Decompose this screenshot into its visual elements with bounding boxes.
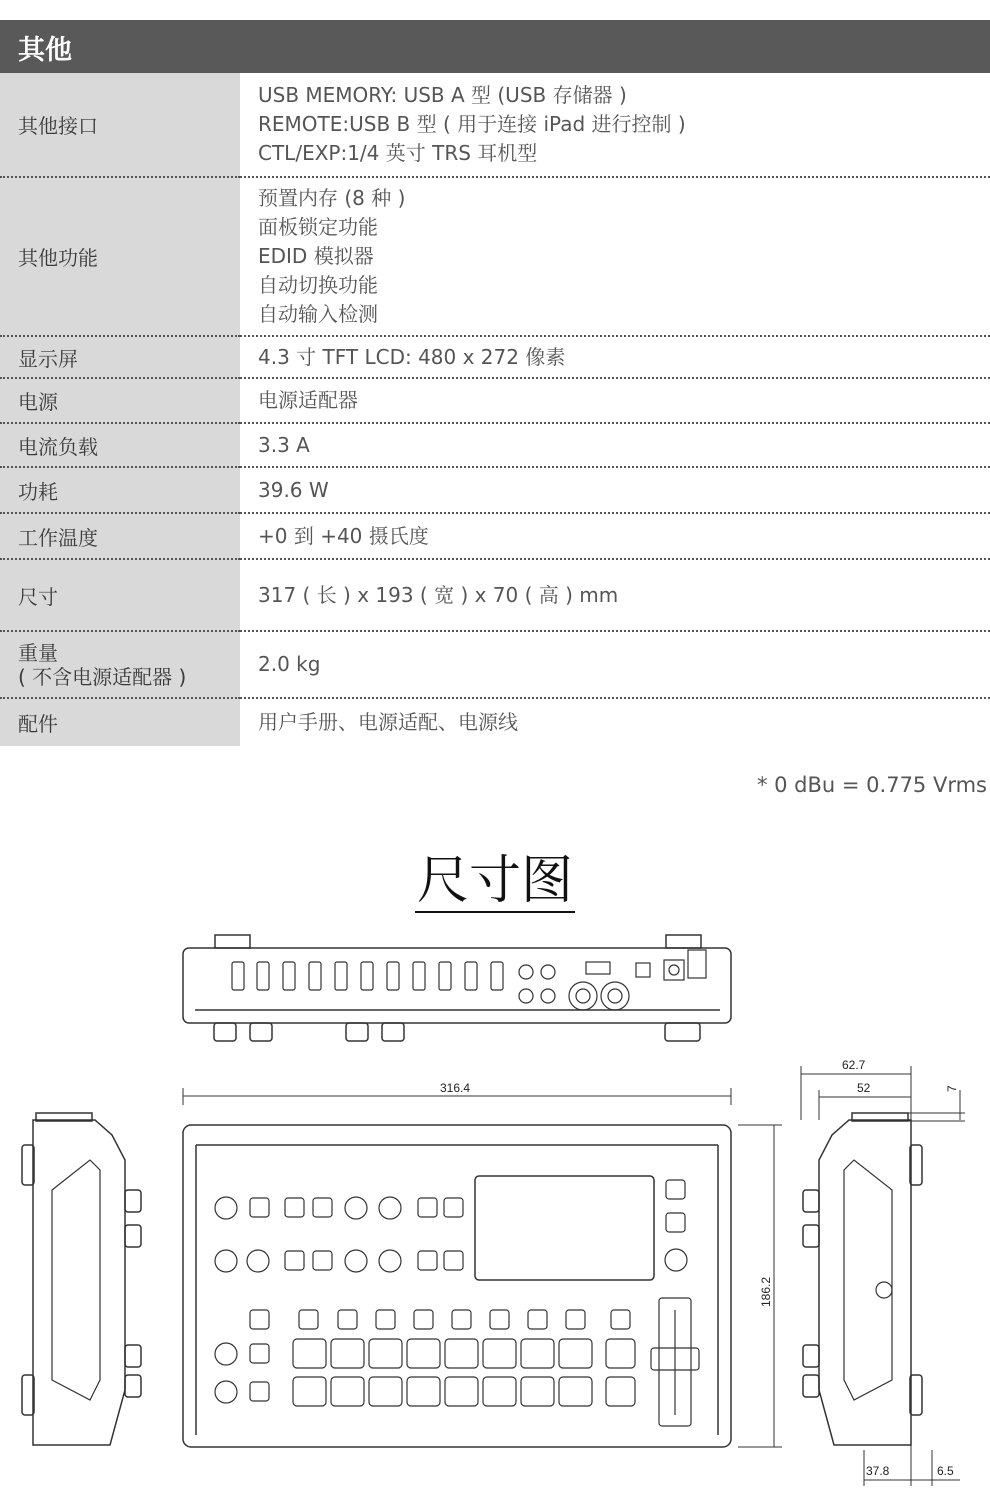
row-value: 317 ( 长 ) x 193 ( 宽 ) x 70 ( 高 ) mm — [240, 559, 990, 631]
row-value: USB MEMORY: USB A 型 (USB 存储器 ) REMOTE:USB B 型 ( 用于连接 iPad 进行控制 ) CTL/EXP:1/4 英寸 TRS 耳机型 — [240, 73, 990, 177]
footnote: * 0 dBu = 0.775 Vrms — [756, 773, 987, 797]
table-row — [0, 559, 990, 631]
row-label: 电流负载 — [0, 423, 240, 467]
table-row — [0, 631, 990, 698]
row-value: 用户手册、电源适配、电源线 — [258, 710, 518, 734]
table-row — [0, 513, 990, 559]
table-row — [0, 177, 990, 336]
dim-width: 316.4 — [440, 1081, 471, 1095]
dim-height: 186.2 — [759, 1276, 773, 1308]
row-label: 功耗 — [0, 467, 240, 513]
row-label: 其他功能 — [0, 177, 240, 336]
table-row — [0, 423, 990, 467]
dimension-drawing — [0, 920, 990, 1490]
dim-bottom-left: 37.8 — [866, 1464, 890, 1478]
spec-table — [0, 73, 990, 746]
row-label: 工作温度 — [0, 513, 240, 559]
table-row — [0, 73, 990, 177]
row-value: 4.3 寸 TFT LCD: 480 x 272 像素 — [240, 336, 990, 378]
row-label: 显示屏 — [0, 336, 240, 378]
table-row — [0, 336, 990, 378]
row-value: 39.6 W — [240, 467, 990, 513]
row-label: 其他接口 — [0, 73, 240, 177]
right-side-view — [803, 1113, 922, 1445]
row-value: +0 到 +40 摄氏度 — [240, 513, 990, 559]
drawing-title: 尺寸图 — [416, 851, 573, 911]
dim-depth-mid: 52 — [857, 1081, 871, 1095]
left-side-view — [22, 1113, 141, 1445]
row-value: 电源适配器 — [240, 378, 990, 423]
dim-depth-top: 62.7 — [842, 1058, 866, 1072]
dim-knob: 7 — [945, 1085, 959, 1092]
row-label: 配件 — [0, 698, 240, 746]
section-title: 其他 — [18, 35, 72, 66]
table-row — [0, 378, 990, 423]
section-header — [0, 20, 990, 73]
row-value: 2.0 kg — [240, 631, 990, 698]
row-label: 尺寸 — [0, 559, 240, 631]
row-value: 3.3 A — [240, 423, 990, 467]
table-row — [0, 467, 990, 513]
row-label: 重量 ( 不含电源适配器 ) — [0, 631, 240, 698]
rear-view — [183, 935, 731, 1041]
dim-bottom-right: 6.5 — [937, 1464, 954, 1478]
row-label: 电源 — [0, 378, 240, 423]
table-row — [0, 698, 990, 746]
top-view — [183, 1125, 731, 1447]
side-dimensions — [801, 1066, 965, 1486]
row-value: 预置内存 (8 种 ) 面板锁定功能 EDID 模拟器 自动切换功能 自动输入检测 — [240, 177, 990, 336]
